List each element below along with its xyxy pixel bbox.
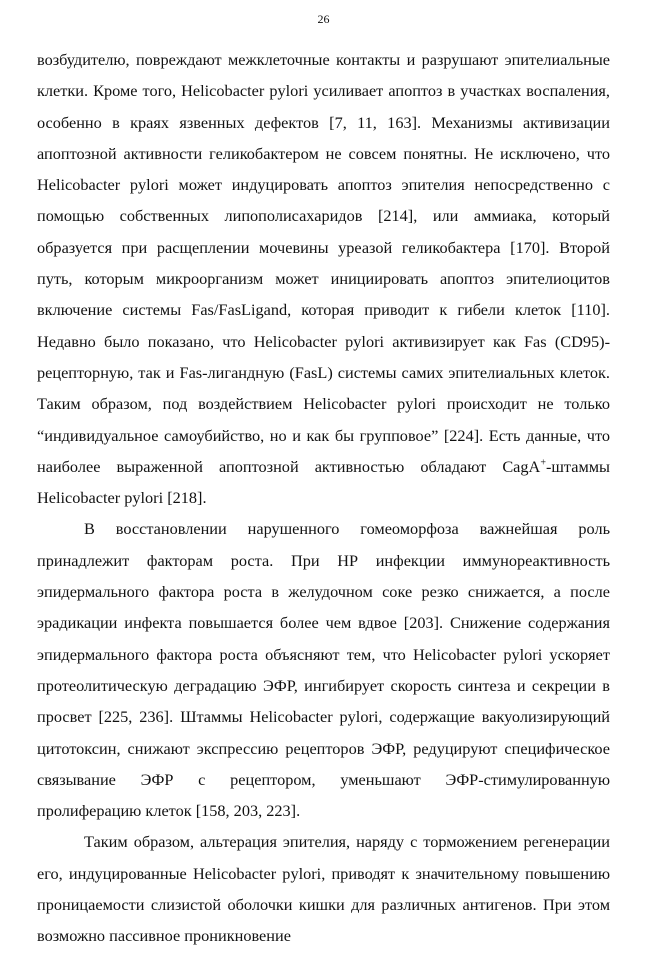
paragraph-3: Таким образом, альтерация эпителия, наряду с торможением регенерации его, индуцированные Helicobacter pylori, приводят к значительному повышению проницаемости слизистой оболочки кишки для различных антигенов. При этом возможно пассивное проникновение bbox=[37, 832, 610, 946]
paragraph-1 bbox=[37, 44, 610, 513]
body-text bbox=[37, 44, 610, 952]
superscript-plus: + bbox=[540, 457, 546, 469]
paragraph-2: В восстановлении нарушенного гомеоморфоза важнейшая роль принадлежит факторам роста. При НР инфекции иммунореактивность эпидермального фактора роста в желудочном соке резко снижается, а после эрадикации инфекта повышается более чем вдвое [203]. Снижение содержания эпидермального фактора роста объясняют тем, что Helicobacter pylori ускоряет протеолитическую деградацию ЭФР, ингибирует скорость синтеза и секреции в просвет [225, 236]. Штаммы Helicobacter pylori, содержащие вакуолизирующий цитотоксин, снижают экспрессию рецепторов ЭФР, редуцируют специфическое связывание ЭФР с рецептором, уменьшают ЭФР-стимулированную пролиферацию клеток [158, 203, 223]. bbox=[37, 519, 610, 821]
page-number: 26 bbox=[317, 12, 330, 26]
paragraph-1-tail: -штаммы Helicobacter pylori [218]. bbox=[37, 456, 610, 508]
paragraph-1-text: возбудителю, повреждают межклеточные контакты и разрушают эпителиальные клетки. Кроме того, Helicobacter pylori усиливает апоптоз в участках воспаления, особенно в краях язвенных дефектов [7, 11, 163]. Механизмы активизации апоптозной активности геликобактером не совсем понятны. Не исключено, что Helicobacter pylori может индуцировать апоптоз эпителия непосредственно с помощью собственных липополисахаридов [214], или аммиака, который образуется при расщеплении мочевины уреазой геликобактера [170]. Второй путь, которым микроорганизм может инициировать апоптоз эпителиоцитов включение системы Fas/FasLigand, которая приводит к гибели клеток [110]. Недавно было показано, что Helicobacter pylori активизирует как Fas (CD95)-рецепторную, так и Fas-лигандную (FasL) системы самих эпителиальных клеток. Таким образом, под воздействием Helicobacter pylori происходит не только “индивидуальное самоубийство, но и как бы групповое” [224]. Есть данные, что наиболее выраженной апоптозной активностью обладают CagA bbox=[37, 50, 610, 476]
